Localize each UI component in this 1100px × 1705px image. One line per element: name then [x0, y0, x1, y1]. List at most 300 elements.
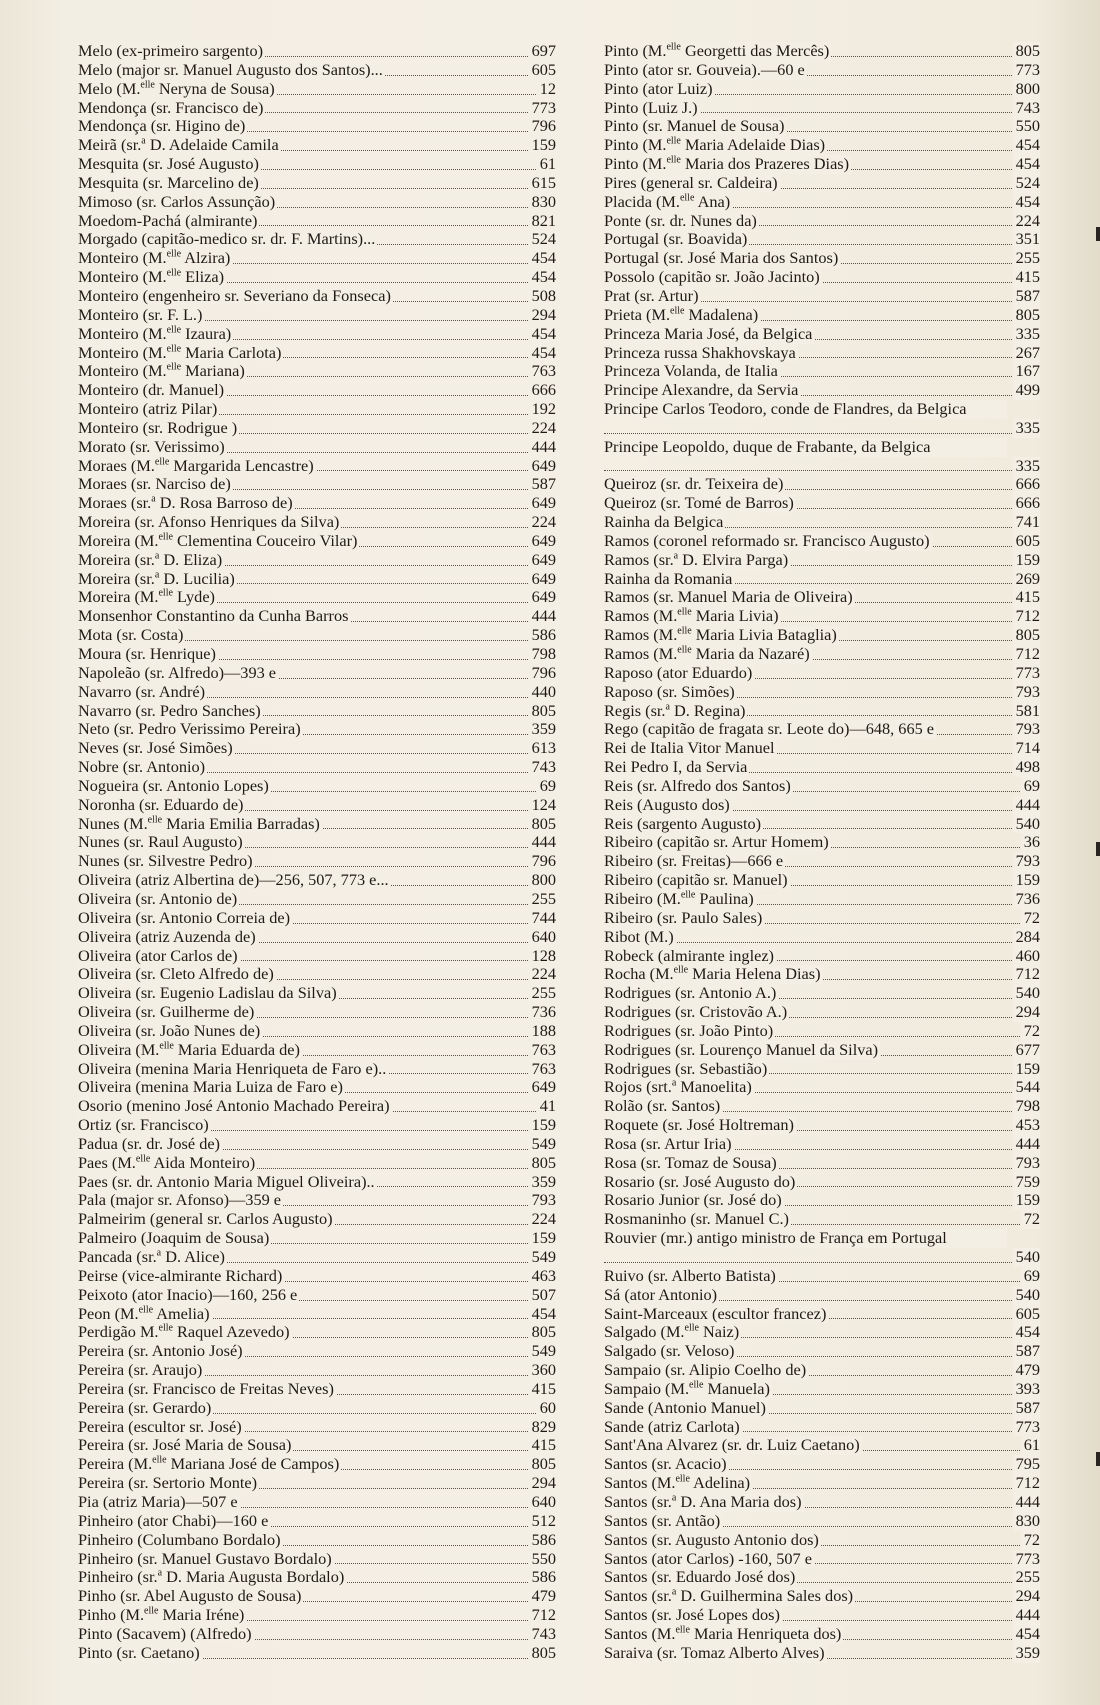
entry-name: Ramos (M.$^{elle}$ Maria da Nazaré) — [604, 645, 810, 663]
entry-name: Placida (M.$^{elle}$ Ana) — [604, 192, 731, 211]
entry-page-number: 605 — [1013, 532, 1040, 551]
entry-page-number: 72 — [1021, 909, 1040, 928]
entry-page-number: 294 — [529, 1474, 556, 1493]
entry-page-number: 796 — [529, 852, 556, 871]
entry-page-number: 805 — [529, 815, 556, 834]
index-entry — [604, 1305, 1040, 1324]
index-entry — [78, 99, 556, 118]
entry-name: Pinheiro (sr. Manuel Gustavo Bordalo) — [78, 1549, 332, 1568]
entry-name: Neves (sr. José Simões) — [78, 739, 233, 758]
entry-name: Ponte (sr. dr. Nunes da) — [604, 211, 757, 230]
entry-page-number: 649 — [529, 457, 556, 476]
entry-page-number: 351 — [1013, 230, 1040, 249]
entry-page-number: 479 — [1013, 1361, 1040, 1380]
entry-page-number: 666 — [1013, 475, 1040, 494]
entry-name: Saraiva (sr. Tomaz Alberto Alves) — [604, 1643, 825, 1662]
entry-page-number: 159 — [529, 136, 556, 155]
index-entry — [78, 1060, 556, 1079]
entry-name: Nunes (sr. Raul Augusto) — [78, 833, 243, 852]
index-entry — [78, 42, 556, 61]
entry-name: Moreira (M.$^{elle}$ Clementina Couceiro Vilar) — [78, 531, 358, 550]
entry-page-number: 454 — [529, 325, 556, 344]
entry-name: Pereira (sr. Gerardo) — [78, 1398, 212, 1417]
entry-name: Oliveira (menina Maria Luiza de Faro e) — [78, 1078, 343, 1097]
index-entry — [604, 1474, 1040, 1493]
entry-page-number: 795 — [1013, 1455, 1040, 1474]
entry-name: Pinto (M.$^{elle}$ Georgetti das Mercês) — [604, 42, 830, 60]
entry-name: Monteiro (M.$^{elle}$ Eliza) — [78, 268, 225, 287]
entry-page-number: 267 — [1013, 344, 1040, 363]
entry-page-number: 712 — [1013, 1474, 1040, 1493]
entry-name: Queiroz (sr. dr. Teixeira de) — [604, 475, 784, 494]
entry-page-number: 454 — [1013, 1323, 1040, 1342]
entry-name: Pereira (sr. Sertorio Monte) — [78, 1474, 258, 1493]
entry-page-number: 444 — [529, 438, 556, 457]
entry-page-number: 159 — [1013, 551, 1040, 570]
entry-name: Peirse (vice-almirante Richard) — [78, 1266, 283, 1285]
index-entry — [604, 796, 1040, 815]
index-entry — [604, 136, 1040, 155]
entry-name: Mendonça (sr. Higino de) — [78, 117, 246, 136]
entry-name: Oliveira (ator Carlos de) — [78, 946, 238, 965]
entry-name: Pereira (M.$^{elle}$ Mariana José de Campos) — [78, 1455, 340, 1474]
index-entry — [604, 739, 1040, 758]
entry-name: Rainha da Belgica — [604, 513, 724, 532]
index-entry — [604, 1568, 1040, 1587]
entry-page-number: 454 — [1013, 193, 1040, 212]
index-entry — [604, 1191, 1040, 1210]
entry-page-number: 72 — [1021, 1210, 1040, 1229]
entry-page-number: 507 — [529, 1286, 556, 1305]
index-entry — [604, 400, 1040, 438]
index-entry — [604, 1380, 1040, 1399]
entry-name: Ribeiro (sr. Freitas)—666 e — [604, 852, 784, 871]
entry-name: Oliveira (sr. Antonio de) — [78, 889, 238, 908]
index-entry — [604, 494, 1040, 513]
entry-page-number: 224 — [529, 513, 556, 532]
entry-name: Santos (sr.$^a$ D. Guilhermina Sales dos) — [604, 1587, 854, 1606]
entry-name: Regis (sr.$^a$ D. Regina) — [604, 701, 746, 720]
entry-name: Ribeiro (capitão sr. Manuel) — [604, 871, 788, 890]
entry-name: Prat (sr. Artur) — [604, 286, 699, 305]
index-entry — [78, 588, 556, 607]
entry-name: Moreira (sr. Afonso Henriques da Silva) — [78, 513, 340, 532]
margin-mark — [1096, 1452, 1100, 1466]
index-entry — [78, 928, 556, 947]
entry-page-number: 712 — [1013, 645, 1040, 664]
entry-page-number: 587 — [1013, 287, 1040, 306]
index-entry — [78, 1625, 556, 1644]
index-entry — [78, 325, 556, 344]
entry-page-number: 479 — [529, 1587, 556, 1606]
index-entry — [604, 1531, 1040, 1550]
entry-page-number: 335 — [1013, 457, 1040, 476]
index-entry — [604, 42, 1040, 61]
entry-page-number: 549 — [529, 1248, 556, 1267]
index-entry — [604, 570, 1040, 589]
index-entry — [604, 212, 1040, 231]
entry-name: Rodrigues (sr. Lourenço Manuel da Silva) — [604, 1040, 879, 1059]
entry-page-number: 805 — [1013, 626, 1040, 645]
entry-name: Rodrigues (sr. Antonio A.) — [604, 984, 777, 1003]
index-entry — [78, 1606, 556, 1625]
entry-page-number: 128 — [529, 947, 556, 966]
entry-name: Nogueira (sr. Antonio Lopes) — [78, 776, 269, 795]
entry-page-number: 743 — [1013, 99, 1040, 118]
entry-page-number: 69 — [537, 777, 556, 796]
entry-name: Moreira (sr.$^a$ D. Eliza) — [78, 550, 223, 569]
entry-name: Morgado (capitão-medico sr. dr. F. Martins)... — [78, 230, 376, 249]
entry-name: Nunes (sr. Silvestre Pedro) — [78, 852, 253, 871]
index-entry — [604, 1022, 1040, 1041]
entry-name: Rodrigues (sr. João Pinto) — [604, 1021, 774, 1040]
entry-name: Reis (Augusto dos) — [604, 795, 730, 814]
entry-name: Robeck (almirante inglez) — [604, 946, 774, 965]
entry-page-number: 586 — [529, 1531, 556, 1550]
index-entry — [604, 947, 1040, 966]
entry-page-number: 640 — [529, 928, 556, 947]
entry-name: Napoleão (sr. Alfredo)—393 e — [78, 663, 277, 682]
index-entry — [604, 513, 1040, 532]
entry-name: Pinto (M.$^{elle}$ Maria Adelaide Dias) — [604, 136, 826, 155]
index-entry — [78, 626, 556, 645]
entry-name: Moraes (sr.$^a$ D. Rosa Barroso de) — [78, 494, 293, 513]
entry-page-number: 805 — [529, 1455, 556, 1474]
entry-name: Ribeiro (sr. Paulo Sales) — [604, 908, 763, 927]
index-entry — [78, 1003, 556, 1022]
index-entry — [604, 1323, 1040, 1342]
entry-page-number: 805 — [529, 1323, 556, 1342]
entry-page-number: 444 — [1013, 796, 1040, 815]
index-entry — [78, 268, 556, 287]
entry-name: Navarro (sr. Pedro Sanches) — [78, 701, 261, 720]
entry-name: Rosa (sr. Artur Iria) — [604, 1134, 732, 1153]
entry-page-number: 124 — [529, 796, 556, 815]
index-entry — [604, 626, 1040, 645]
index-entry — [78, 1210, 556, 1229]
index-entry — [78, 230, 556, 249]
entry-name: Monteiro (M.$^{elle}$ Alzira) — [78, 249, 231, 268]
entry-name: Oliveira (sr. João Nunes de) — [78, 1021, 261, 1040]
index-entry — [78, 702, 556, 721]
index-entry — [78, 777, 556, 796]
index-entry — [604, 532, 1040, 551]
index-entry — [78, 193, 556, 212]
entry-name: Ramos (sr. Manuel Maria de Oliveira) — [604, 588, 853, 607]
index-entry — [78, 1286, 556, 1305]
index-entry — [604, 1173, 1040, 1192]
index-entry — [78, 1512, 556, 1531]
entry-name: Moreira (M.$^{elle}$ Lyde) — [78, 588, 215, 607]
entry-name: Salgado (M.$^{elle}$ Naiz) — [604, 1323, 740, 1342]
entry-name: Navarro (sr. André) — [78, 682, 206, 701]
entry-name: Monteiro (dr. Manuel) — [78, 381, 225, 400]
entry-name: Mesquita (sr. Marcelino de) — [78, 173, 259, 192]
index-entry — [78, 1380, 556, 1399]
entry-name: Rosario Junior (sr. José do) — [604, 1191, 782, 1210]
index-entry — [78, 1323, 556, 1342]
entry-name: Pereira (escultor sr. José) — [78, 1417, 242, 1436]
entry-page-number: 712 — [1013, 607, 1040, 626]
index-entry — [78, 1135, 556, 1154]
entry-page-number: 798 — [1013, 1097, 1040, 1116]
index-entry — [78, 287, 556, 306]
entry-page-number: 454 — [529, 344, 556, 363]
entry-name: Pinto (Sacavem) (Alfredo) — [78, 1624, 252, 1643]
index-entry — [78, 1568, 556, 1587]
entry-page-number: 524 — [529, 230, 556, 249]
index-entry — [604, 362, 1040, 381]
entry-page-number: 224 — [529, 419, 556, 438]
entry-page-number: 69 — [1021, 777, 1040, 796]
index-entry — [78, 1267, 556, 1286]
index-entry — [78, 683, 556, 702]
index-entry — [604, 1399, 1040, 1418]
entry-name: Moraes (M.$^{elle}$ Margarida Lencastre) — [78, 456, 314, 475]
index-entry — [604, 1587, 1040, 1606]
entry-page-number: 454 — [529, 1305, 556, 1324]
index-entry — [604, 1550, 1040, 1569]
entry-name: Pinto (sr. Caetano) — [78, 1643, 200, 1662]
index-entry — [604, 1436, 1040, 1455]
entry-page-number: 498 — [1013, 758, 1040, 777]
index-entry — [604, 1286, 1040, 1305]
entry-page-number: 793 — [1013, 1154, 1040, 1173]
entry-page-number: 454 — [1013, 155, 1040, 174]
entry-page-number: 359 — [1013, 1644, 1040, 1663]
index-entry — [604, 1154, 1040, 1173]
index-entry — [604, 1097, 1040, 1116]
index-entry — [78, 381, 556, 400]
index-entry — [604, 80, 1040, 99]
entry-page-number: 677 — [1013, 1041, 1040, 1060]
index-entry — [78, 1041, 556, 1060]
entry-page-number: 224 — [1013, 212, 1040, 231]
entry-page-number: 60 — [537, 1399, 556, 1418]
entry-name: Pinto (sr. Manuel de Sousa) — [604, 117, 785, 136]
index-entry — [78, 212, 556, 231]
index-entry — [604, 588, 1040, 607]
entry-name: Peon (M.$^{elle}$ Amelia) — [78, 1304, 210, 1323]
entry-page-number: 613 — [529, 739, 556, 758]
entry-name: Pinheiro (sr.$^a$ D. Maria Augusta Bordalo) — [78, 1568, 345, 1587]
entry-name: Monteiro (M.$^{elle}$ Mariana) — [78, 362, 245, 381]
index-entry — [78, 1342, 556, 1361]
index-entry — [604, 1644, 1040, 1663]
index-entry — [604, 1455, 1040, 1474]
entry-name: Pinheiro (ator Chabi)—160 e — [78, 1511, 269, 1530]
entry-name: Reis (sargento Augusto) — [604, 814, 762, 833]
entry-page-number: 586 — [529, 1568, 556, 1587]
entry-name: Melo (major sr. Manuel Augusto dos Santos)... — [78, 60, 383, 79]
entry-name: Santos (sr.$^a$ D. Ana Maria dos) — [604, 1492, 802, 1511]
index-entry — [78, 570, 556, 589]
index-entry — [78, 852, 556, 871]
entry-name: Oliveira (M.$^{elle}$ Maria Eduarda de) — [78, 1040, 300, 1059]
entry-page-number: 284 — [1013, 928, 1040, 947]
index-entry — [78, 1229, 556, 1248]
entry-name: Moedom-Pachá (almirante) — [78, 211, 258, 230]
entry-name: Pinto (Luiz J.) — [604, 98, 698, 117]
entry-name: Santos (sr. Antão) — [604, 1511, 721, 1530]
index-entry — [604, 683, 1040, 702]
index-entry — [604, 1003, 1040, 1022]
entry-page-number: 444 — [1013, 1493, 1040, 1512]
entry-name: Princeza russa Shakhovskaya — [604, 343, 796, 362]
entry-name: Salgado (sr. Veloso) — [604, 1342, 735, 1361]
entry-name: Sande (Antonio Manuel) — [604, 1398, 766, 1417]
entry-page-number: 294 — [1013, 1003, 1040, 1022]
entry-page-number: 454 — [1013, 136, 1040, 155]
entry-page-number: 773 — [1013, 664, 1040, 683]
entry-name: Oliveira (atriz Albertina de)—256, 507, 773 e... — [78, 871, 389, 890]
entry-page-number: 159 — [1013, 1060, 1040, 1079]
entry-page-number: 12 — [537, 80, 556, 99]
index-entry — [78, 1173, 556, 1192]
entry-page-number: 805 — [529, 702, 556, 721]
index-entry — [604, 909, 1040, 928]
entry-name: Ribeiro (capitão sr. Artur Homem) — [604, 833, 829, 852]
index-entry — [78, 1644, 556, 1663]
index-entry — [604, 852, 1040, 871]
entry-name: Monteiro (M.$^{elle}$ Izaura) — [78, 324, 232, 343]
index-entry — [78, 664, 556, 683]
index-entry — [78, 80, 556, 99]
index-column-left — [78, 42, 556, 1663]
index-entry — [78, 155, 556, 174]
entry-page-number: 736 — [529, 1003, 556, 1022]
entry-page-number: 255 — [1013, 1568, 1040, 1587]
entry-name: Ramos (sr.$^a$ D. Elvira Parga) — [604, 550, 789, 569]
index-entry — [78, 1305, 556, 1324]
entry-page-number: 61 — [1021, 1436, 1040, 1455]
entry-page-number: 793 — [1013, 720, 1040, 739]
entry-page-number: 587 — [529, 475, 556, 494]
index-entry — [604, 777, 1040, 796]
entry-page-number: 649 — [529, 532, 556, 551]
index-entry — [604, 438, 1040, 476]
entry-name: Princeza Volanda, de Italia — [604, 362, 778, 381]
index-entry — [78, 739, 556, 758]
index-entry — [78, 984, 556, 1003]
entry-name: Rosa (sr. Tomaz de Sousa) — [604, 1153, 777, 1172]
entry-page-number: 224 — [529, 965, 556, 984]
entry-name: Santos (sr. Acacio) — [604, 1455, 727, 1474]
index-entry — [78, 1493, 556, 1512]
entry-name: Pires (general sr. Caldeira) — [604, 173, 778, 192]
entry-page-number: 649 — [529, 551, 556, 570]
entry-name: Mendonça (sr. Francisco de) — [78, 98, 264, 117]
entry-name: Sampaio (M.$^{elle}$ Manuela) — [604, 1379, 770, 1398]
entry-name: Pereira (sr. Antonio José) — [78, 1342, 243, 1361]
entry-name: Rodrigues (sr. Cristovão A.) — [604, 1003, 788, 1022]
entry-page-number: 540 — [1013, 984, 1040, 1003]
index-entry — [604, 890, 1040, 909]
entry-page-number: 640 — [529, 1493, 556, 1512]
index-entry — [604, 268, 1040, 287]
leader-dots — [604, 470, 1040, 471]
entry-name: Oliveira (sr. Cleto Alfredo de) — [78, 965, 274, 984]
entry-name: Saint-Marceaux (escultor francez) — [604, 1304, 827, 1323]
entry-page-number: 587 — [1013, 1342, 1040, 1361]
entry-page-number: 544 — [1013, 1078, 1040, 1097]
entry-page-number: 773 — [1013, 61, 1040, 80]
index-entry — [78, 1399, 556, 1418]
entry-page-number: 294 — [1013, 1587, 1040, 1606]
entry-page-number: 444 — [1013, 1135, 1040, 1154]
entry-page-number: 453 — [1013, 1116, 1040, 1135]
entry-name: Rainha da Romania — [604, 569, 733, 588]
index-entry — [78, 494, 556, 513]
entry-page-number: 524 — [1013, 174, 1040, 193]
entry-page-number: 359 — [529, 720, 556, 739]
entry-page-number: 793 — [529, 1191, 556, 1210]
entry-name: Rei Pedro I, da Servia — [604, 758, 748, 777]
entry-page-number: 159 — [1013, 1191, 1040, 1210]
entry-name: Queiroz (sr. Tomé de Barros) — [604, 494, 794, 513]
entry-page-number: 773 — [529, 99, 556, 118]
entry-page-number: 444 — [529, 833, 556, 852]
index-entry — [604, 344, 1040, 363]
entry-page-number: 615 — [529, 174, 556, 193]
index-entry — [604, 1135, 1040, 1154]
index-entry — [604, 381, 1040, 400]
entry-page-number: 666 — [529, 381, 556, 400]
entry-name: Neto (sr. Pedro Verissimo Pereira) — [78, 720, 301, 739]
index-entry — [604, 871, 1040, 890]
entry-name: Rocha (M.$^{elle}$ Maria Helena Dias) — [604, 965, 821, 984]
index-entry — [78, 1474, 556, 1493]
index-entry — [604, 1625, 1040, 1644]
index-entry — [78, 1154, 556, 1173]
entry-name: Melo (ex-primeiro sargento) — [78, 42, 264, 60]
index-entry — [78, 1550, 556, 1569]
index-entry — [78, 1455, 556, 1474]
entry-name: Raposo (sr. Simões) — [604, 682, 735, 701]
entry-page-number: 444 — [529, 607, 556, 626]
entry-page-number: 159 — [529, 1116, 556, 1135]
index-entry — [78, 513, 556, 532]
entry-page-number: 743 — [529, 1625, 556, 1644]
index-entry — [604, 1041, 1040, 1060]
entry-name: Mesquita (sr. José Augusto) — [78, 155, 259, 174]
entry-page-number: 463 — [529, 1267, 556, 1286]
entry-page-number: 586 — [529, 626, 556, 645]
entry-page-number: 830 — [1013, 1512, 1040, 1531]
entry-page-number: 540 — [1013, 815, 1040, 834]
entry-page-number: 255 — [1013, 249, 1040, 268]
index-entry — [78, 457, 556, 476]
entry-page-number: 335 — [1013, 419, 1040, 438]
entry-name: Melo (M.$^{elle}$ Neryna de Sousa) — [78, 79, 275, 98]
entry-page-number: 499 — [1013, 381, 1040, 400]
entry-page-number: 605 — [529, 61, 556, 80]
entry-name: Pinheiro (Columbano Bordalo) — [78, 1530, 281, 1549]
entry-page-number: 294 — [529, 306, 556, 325]
margin-mark — [1096, 842, 1100, 856]
entry-page-number: 549 — [529, 1135, 556, 1154]
index-entry — [604, 833, 1040, 852]
index-entry — [78, 645, 556, 664]
index-entry — [604, 720, 1040, 739]
entry-name: Osorio (menino José Antonio Machado Pereira) — [78, 1097, 390, 1116]
entry-page-number: 359 — [529, 1173, 556, 1192]
entry-page-number: 255 — [529, 984, 556, 1003]
entry-page-number: 741 — [1013, 513, 1040, 532]
entry-name: Raposo (ator Eduardo) — [604, 663, 753, 682]
index-entry — [78, 815, 556, 834]
index-entry — [78, 796, 556, 815]
